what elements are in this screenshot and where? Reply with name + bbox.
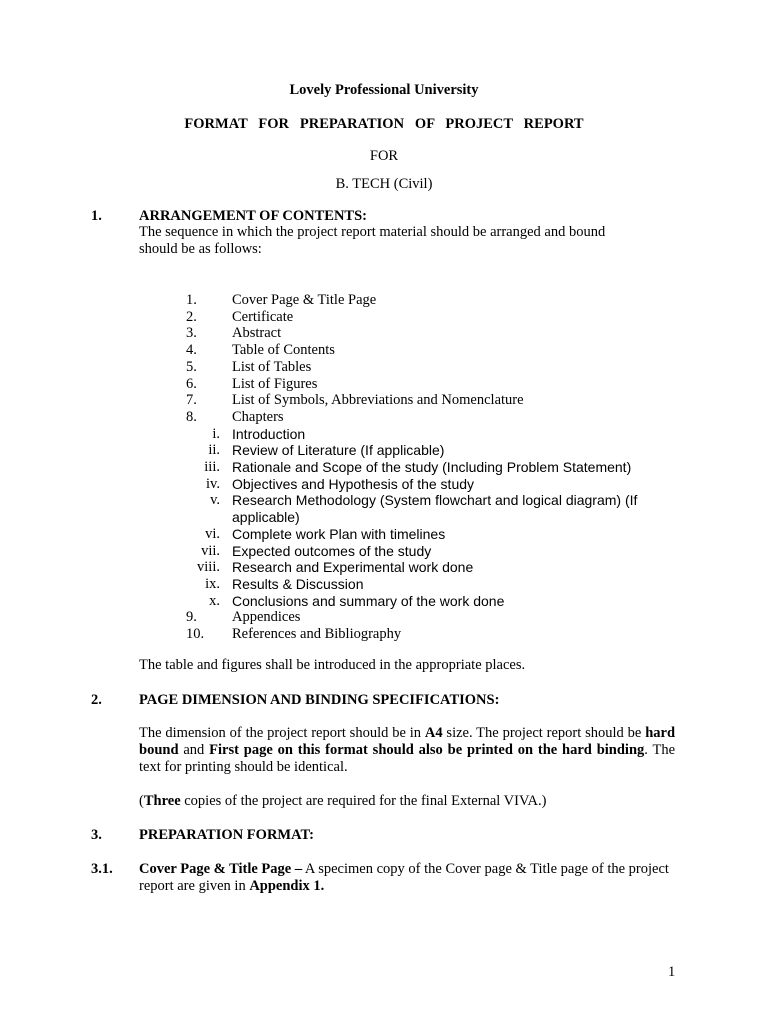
chapter-item-text: Research and Experimental work done [232,559,474,576]
chapter-item-text: Research Methodology (System flowchart and logical diagram) (If [232,492,638,509]
list-item-text: List of Symbols, Abbreviations and Nomenclature [232,392,524,409]
list-item-number: 1. [186,292,197,308]
chapter-item [0,442,768,459]
section-1-heading: ARRANGEMENT OF CONTENTS: [139,208,367,224]
section-3-1-paragraph [139,861,680,895]
section-3-heading: PREPARATION FORMAT: [139,827,314,843]
p1-text-c: size. The project report should be [442,725,646,741]
p2-text-a: ( [139,793,144,809]
section-2-number: 2. [91,692,102,708]
chapter-item-number: ii. [208,442,220,459]
list-item-text: List of Tables [232,358,312,375]
list-item-text: References and Bibliography [232,626,402,642]
chapter-item-number: x. [209,592,220,609]
document-title: FORMAT FOR PREPARATION OF PROJECT REPORT [184,116,584,132]
section-3-number: 3. [91,827,102,843]
chapter-item [0,476,768,493]
list-item [0,309,768,326]
chapter-item-number: v. [210,492,220,509]
section-2-paragraph-1 [139,725,675,776]
chapter-item-number: iii. [204,459,220,475]
chapter-item-text-continued: applicable) [232,509,300,526]
chapter-item [0,593,768,610]
p1-bold-a4: A4 [424,725,443,741]
chapter-item [0,492,768,526]
chapter-item-text: Rationale and Scope of the study (Including Problem Statement) [232,459,632,475]
chapter-item [0,459,768,476]
list-item-number: 10. [186,626,205,642]
list-item [0,392,768,409]
chapter-item [0,559,768,576]
chapter-item-number: viii. [197,559,220,576]
chapter-item-text: Review of Literature (If applicable) [232,442,445,459]
list-item-number: 5. [186,358,197,375]
section-3-1-text: A specimen copy of the Cover page & Title page of the project report are given in [139,861,680,894]
section-3-1-appendix-ref: Appendix 1. [249,878,325,894]
chapter-item-number: ix. [205,575,220,592]
chapter-item-number: i. [212,425,220,442]
list-item-number: 4. [186,342,197,359]
chapter-item-text: Conclusions and summary of the work done [232,592,505,609]
p1-bold-first-page: First page on this format should also be printed on the hard binding [209,742,645,758]
chapter-item-text: Objectives and Hypothesis of the study [232,475,475,492]
for-label: FOR [369,148,399,164]
chapter-item-text: Expected outcomes of the study [232,542,432,559]
p1-bold-hard-bound: hard bound [139,725,676,758]
program-name: B. TECH (Civil) [335,176,433,192]
section-3-1-number: 3.1. [91,861,113,877]
chapter-item-text: Complete work Plan with timelines [232,525,446,542]
section-3-1-heading: Cover Page & Title Page – [139,861,303,877]
list-item-number: 9. [186,609,197,626]
p2-bold-three: Three [143,793,181,809]
list-item-number: 2. [186,308,197,325]
list-item-text: List of Figures [232,375,318,392]
list-item [0,325,768,342]
list-item [0,359,768,376]
list-item [0,609,768,626]
list-item-number: 7. [186,392,197,409]
list-item-number: 3. [186,325,197,342]
p1-text-e: and [178,742,210,758]
section-1-intro-line-1: The sequence in which the project report material should be arranged and bound [139,224,606,240]
section-2-paragraph-2 [139,793,546,810]
page-number: 1 [668,964,676,980]
chapter-item-number: iv. [206,475,220,492]
section-1-closing: The table and figures shall be introduced in the appropriate places. [139,657,526,673]
list-item-text: Abstract [232,325,282,342]
section-2-heading: PAGE DIMENSION AND BINDING SPECIFICATIONS: [139,692,500,708]
chapter-item-text: Introduction [232,425,306,442]
list-item-number: 6. [186,375,197,392]
list-item [0,292,768,309]
chapter-item [0,526,768,543]
list-item-text: Appendices [232,609,301,626]
chapter-item [0,426,768,443]
list-item [0,409,768,426]
p1-text-g: . The text for printing should be identical. [139,742,676,775]
list-item-text: Table of Contents [232,342,335,359]
chapter-item-number: vi. [205,525,220,542]
section-1-intro-line-2: should be as follows: [139,241,262,257]
list-item-number: 8. [186,408,197,425]
chapter-item-text: Results & Discussion [232,575,364,592]
p1-text-a: The dimension of the project report should be in [139,725,425,741]
p2-text-c: copies of the project are required for the final External VIVA.) [180,793,547,809]
chapter-item [0,543,768,560]
university-name: Lovely Professional University [289,82,479,98]
list-item [0,626,768,643]
list-item [0,376,768,393]
section-1-number: 1. [91,208,102,224]
list-item-text: Certificate [232,308,294,325]
chapter-item-number: vii. [201,542,220,559]
chapter-item [0,576,768,593]
list-item-text: Cover Page & Title Page [232,292,377,308]
list-item-text: Chapters [232,408,284,425]
list-item [0,342,768,359]
